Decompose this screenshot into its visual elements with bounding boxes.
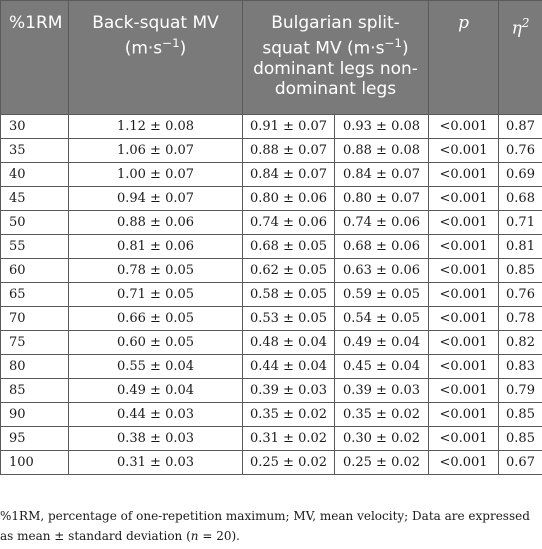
cell-p: <0.001 (429, 403, 499, 427)
cell-eta: 0.69 (499, 163, 542, 187)
cell-eta: 0.82 (499, 331, 542, 355)
cell-p: <0.001 (429, 331, 499, 355)
header-back-squat-label: Back-squat MV (m·s (92, 13, 219, 59)
cell-back-squat: 0.31 ± 0.03 (69, 451, 243, 475)
cell-pct: 35 (1, 139, 69, 163)
cell-eta: 0.67 (499, 451, 542, 475)
cell-eta: 0.81 (499, 235, 542, 259)
cell-back-squat: 0.78 ± 0.05 (69, 259, 243, 283)
cell-p: <0.001 (429, 115, 499, 139)
footnote-text-end: = 20). (198, 529, 240, 543)
header-p: p (429, 1, 499, 115)
cell-p: <0.001 (429, 379, 499, 403)
cell-p: <0.001 (429, 355, 499, 379)
cell-back-squat: 0.38 ± 0.03 (69, 427, 243, 451)
cell-back-squat: 1.00 ± 0.07 (69, 163, 243, 187)
cell-pct: 75 (1, 331, 69, 355)
cell-back-squat: 0.88 ± 0.06 (69, 211, 243, 235)
cell-eta: 0.85 (499, 427, 542, 451)
table-body (1, 115, 542, 475)
cell-pct: 80 (1, 355, 69, 379)
table-row (1, 235, 542, 259)
table-header (1, 1, 542, 115)
header-back-squat-exponent: −1 (162, 36, 180, 50)
cell-dominant: 0.25 ± 0.02 (243, 451, 335, 475)
cell-back-squat: 1.06 ± 0.07 (69, 139, 243, 163)
cell-non-dominant: 0.54 ± 0.05 (335, 307, 429, 331)
cell-non-dominant: 0.59 ± 0.05 (335, 283, 429, 307)
cell-back-squat: 0.55 ± 0.04 (69, 355, 243, 379)
cell-back-squat: 0.66 ± 0.05 (69, 307, 243, 331)
cell-non-dominant: 0.35 ± 0.02 (335, 403, 429, 427)
table-footnote (0, 506, 542, 546)
cell-dominant: 0.88 ± 0.07 (243, 139, 335, 163)
cell-p: <0.001 (429, 307, 499, 331)
cell-pct: 60 (1, 259, 69, 283)
cell-back-squat: 0.49 ± 0.04 (69, 379, 243, 403)
cell-dominant: 0.31 ± 0.02 (243, 427, 335, 451)
cell-pct: 55 (1, 235, 69, 259)
cell-dominant: 0.39 ± 0.03 (243, 379, 335, 403)
cell-p: <0.001 (429, 283, 499, 307)
cell-non-dominant: 0.25 ± 0.02 (335, 451, 429, 475)
header-eta: η (511, 18, 522, 39)
header-row (1, 1, 542, 115)
cell-pct: 50 (1, 211, 69, 235)
cell-eta: 0.85 (499, 259, 542, 283)
cell-pct: 45 (1, 187, 69, 211)
table-row (1, 139, 542, 163)
cell-non-dominant: 0.88 ± 0.08 (335, 139, 429, 163)
header-eta-exponent: 2 (521, 16, 530, 30)
cell-dominant: 0.58 ± 0.05 (243, 283, 335, 307)
cell-pct: 70 (1, 307, 69, 331)
cell-dominant: 0.44 ± 0.04 (243, 355, 335, 379)
cell-non-dominant: 0.45 ± 0.04 (335, 355, 429, 379)
cell-non-dominant: 0.84 ± 0.07 (335, 163, 429, 187)
cell-back-squat: 0.71 ± 0.05 (69, 283, 243, 307)
cell-pct: 90 (1, 403, 69, 427)
cell-dominant: 0.84 ± 0.07 (243, 163, 335, 187)
cell-non-dominant: 0.39 ± 0.03 (335, 379, 429, 403)
cell-pct: 100 (1, 451, 69, 475)
table-row (1, 427, 542, 451)
cell-non-dominant: 0.63 ± 0.06 (335, 259, 429, 283)
table-row (1, 259, 542, 283)
cell-eta: 0.71 (499, 211, 542, 235)
cell-dominant: 0.62 ± 0.05 (243, 259, 335, 283)
header-bulgarian-rest: ) dominant legs non-dominant legs (253, 38, 418, 99)
table-row (1, 403, 542, 427)
cell-dominant: 0.48 ± 0.04 (243, 331, 335, 355)
cell-p: <0.001 (429, 427, 499, 451)
header-back-squat (69, 1, 243, 115)
cell-p: <0.001 (429, 451, 499, 475)
cell-pct: 85 (1, 379, 69, 403)
cell-pct: 65 (1, 283, 69, 307)
cell-dominant: 0.91 ± 0.07 (243, 115, 335, 139)
table-row (1, 283, 542, 307)
cell-p: <0.001 (429, 235, 499, 259)
cell-dominant: 0.53 ± 0.05 (243, 307, 335, 331)
cell-back-squat: 0.60 ± 0.05 (69, 331, 243, 355)
cell-eta: 0.85 (499, 403, 542, 427)
table-row (1, 355, 542, 379)
cell-back-squat: 0.94 ± 0.07 (69, 187, 243, 211)
header-pct-1rm: %1RM (1, 1, 69, 115)
cell-back-squat: 0.44 ± 0.03 (69, 403, 243, 427)
table-row (1, 379, 542, 403)
cell-eta: 0.76 (499, 283, 542, 307)
header-bulgarian-exponent: −1 (384, 36, 402, 50)
cell-non-dominant: 0.93 ± 0.08 (335, 115, 429, 139)
cell-pct: 40 (1, 163, 69, 187)
cell-dominant: 0.35 ± 0.02 (243, 403, 335, 427)
header-bulgarian-label: Bulgarian split-squat MV (m·s (262, 13, 400, 59)
cell-eta: 0.87 (499, 115, 542, 139)
cell-p: <0.001 (429, 187, 499, 211)
table-row (1, 307, 542, 331)
cell-pct: 95 (1, 427, 69, 451)
cell-eta: 0.76 (499, 139, 542, 163)
cell-dominant: 0.80 ± 0.06 (243, 187, 335, 211)
cell-dominant: 0.74 ± 0.06 (243, 211, 335, 235)
cell-non-dominant: 0.30 ± 0.02 (335, 427, 429, 451)
table-row (1, 211, 542, 235)
table-row (1, 451, 542, 475)
cell-non-dominant: 0.49 ± 0.04 (335, 331, 429, 355)
cell-dominant: 0.68 ± 0.05 (243, 235, 335, 259)
cell-eta: 0.68 (499, 187, 542, 211)
cell-non-dominant: 0.74 ± 0.06 (335, 211, 429, 235)
table-row (1, 115, 542, 139)
footnote-n: n (190, 529, 199, 543)
cell-eta: 0.83 (499, 355, 542, 379)
cell-p: <0.001 (429, 139, 499, 163)
cell-pct: 30 (1, 115, 69, 139)
table-row (1, 331, 542, 355)
cell-back-squat: 1.12 ± 0.08 (69, 115, 243, 139)
cell-back-squat: 0.81 ± 0.06 (69, 235, 243, 259)
cell-eta: 0.79 (499, 379, 542, 403)
cell-eta: 0.78 (499, 307, 542, 331)
cell-non-dominant: 0.68 ± 0.06 (335, 235, 429, 259)
cell-non-dominant: 0.80 ± 0.07 (335, 187, 429, 211)
table-row (1, 187, 542, 211)
header-bulgarian (243, 1, 429, 115)
footnote-text: %1RM, percentage of one-repetition maximum; MV, mean velocity; Data are expressed as mean ± standard deviation ( (0, 509, 530, 543)
header-eta-squared (499, 1, 542, 115)
table-row (1, 163, 542, 187)
cell-p: <0.001 (429, 163, 499, 187)
cell-p: <0.001 (429, 211, 499, 235)
header-back-squat-close: ) (179, 38, 187, 59)
cell-p: <0.001 (429, 259, 499, 283)
